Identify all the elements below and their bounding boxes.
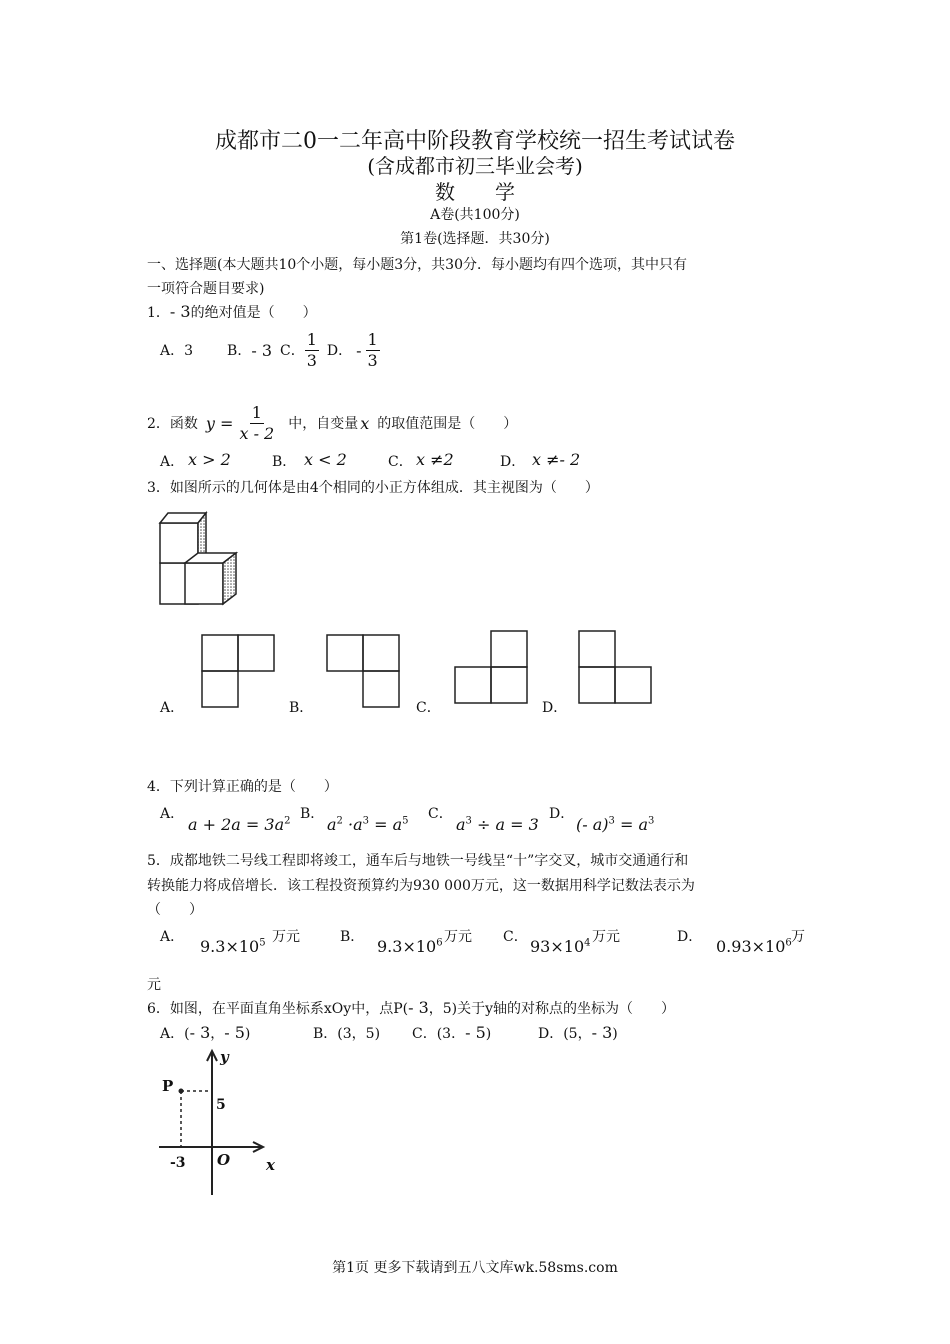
q4-d-t2: = a (614, 815, 649, 834)
q2-option-d-label: D． (500, 454, 526, 470)
q5-a-base: 9.3×10 (200, 937, 260, 956)
q2-number: 2．函数 (147, 416, 198, 432)
exam-subtitle: (含成都市初三毕业会考) (367, 154, 583, 178)
q4-b-t1: a (327, 815, 337, 834)
q6-a-v1: - 3 (189, 1023, 211, 1042)
q3-option-d-figure (577, 629, 653, 705)
q5-option-b-label: B． (340, 929, 365, 945)
subject-title: 数 学 (435, 180, 515, 204)
q4-option-a-expr (188, 815, 291, 834)
q4-c-t2: ÷ a = 3 (471, 815, 539, 834)
q4-d-t1: (- a) (576, 815, 609, 834)
q5-option-d-value (716, 937, 792, 956)
q6-d-2: ) (612, 1026, 618, 1042)
q2-denominator: x - 2 (239, 423, 275, 443)
q1-text: 的绝对值是（ ） (190, 305, 317, 321)
q1-option-a: A．3 (160, 343, 194, 359)
q6-c-v: - 5 (465, 1023, 486, 1042)
q5-a-exp: 5 (259, 937, 266, 949)
q3-option-d-label: D． (542, 700, 568, 716)
q6-c-2: ) (485, 1026, 492, 1042)
q3-option-c-label: C． (416, 700, 441, 716)
paper-a-heading: A卷(共100分) (430, 207, 520, 223)
q5-line3: （ ） (147, 902, 203, 918)
q1-option-c-label: C． (280, 343, 305, 359)
q5-option-a-value (200, 937, 266, 956)
q4-b-t2: ·a (342, 815, 363, 834)
q1-c-denominator: 3 (306, 350, 317, 370)
q1-options (160, 326, 380, 374)
q4-c-e1: 3 (465, 815, 472, 827)
q2-end: 的取值范围是（ ） (377, 416, 518, 432)
q5-option-c-value (530, 937, 591, 956)
q1-stem (147, 302, 317, 322)
q5-option-b-unit: 万元 (444, 929, 472, 945)
q5-option-d-unit-wrap: 元 (147, 977, 161, 993)
q2-mid: 中，自变量 (288, 416, 359, 432)
q2-option-b-value: x < 2 (304, 450, 347, 469)
label-p: P (162, 1077, 174, 1095)
q6-stem (147, 998, 675, 1018)
q5-option-c-label: C． (503, 929, 528, 945)
q4-b-e1: 2 (336, 815, 343, 827)
q2-fraction (237, 403, 276, 444)
q6-a-v2: - 5 (224, 1023, 245, 1042)
coordinate-figure (155, 1045, 285, 1200)
label-x: x (266, 1156, 275, 1174)
q6-a-sep: ， (210, 1026, 225, 1042)
q6-a-2: ) (244, 1026, 251, 1042)
q2-numerator: 1 (251, 402, 262, 422)
q6-d-v: - 3 (591, 1023, 613, 1042)
q4-option-d-expr (576, 815, 654, 834)
q4-stem: 4．下列计算正确的是（ ） (147, 779, 338, 795)
q5-option-c-unit: 万元 (592, 929, 620, 945)
q4-b-e3: 5 (402, 815, 409, 827)
q6-stem-1: 6．如图，在平面直角坐标系xOy中，点P( (147, 1001, 409, 1017)
q3-option-b-label: B． (289, 700, 314, 716)
q1-option-b-label: B． (227, 343, 252, 359)
q5-option-b-value (377, 937, 443, 956)
q4-c-t1: a (456, 815, 466, 834)
q5-line2: 转换能力将成倍增长．该工程投资预算约为930 000万元，这一数据用科学记数法表示为 (147, 878, 695, 894)
q1-option-d-label: D． (326, 343, 353, 359)
q6-stem-2: ，5)关于y轴的对称点的坐标为（ ） (428, 1001, 676, 1017)
q5-b-base: 9.3×10 (377, 937, 437, 956)
q5-option-d-unit: 万 (791, 929, 805, 945)
q3-option-a-label: A． (160, 700, 185, 716)
q2-option-d-value: x ≠- 2 (532, 450, 581, 469)
q2-options (160, 451, 600, 471)
q1-option-b-value: - 3 (251, 340, 272, 360)
q6-a-1: A．( (160, 1026, 190, 1042)
q4-option-b-label: B． (300, 806, 325, 822)
q2-option-c-label: C． (388, 454, 413, 470)
q2-option-a-value: x > 2 (188, 450, 231, 469)
q4-b-t3: = a (369, 815, 403, 834)
q3-stem: 3．如图所示的几何体是由4个相同的小正方体组成．其主视图为（ ） (147, 480, 599, 496)
q5-d-base: 0.93×10 (716, 937, 786, 956)
q4-d-e2: 3 (648, 815, 655, 827)
q4-option-c-expr (456, 815, 539, 834)
q5-option-a-label: A． (160, 929, 185, 945)
q4-option-d-label: D． (549, 806, 575, 822)
q4-option-c-label: C． (428, 806, 453, 822)
q2-option-a-label: A． (160, 454, 185, 470)
q5-c-base: 93×10 (530, 937, 585, 956)
q5-b-exp: 6 (436, 937, 443, 949)
section1-intro-line2: 一项符合题目要求) (147, 281, 265, 297)
q4-option-b-expr (327, 815, 409, 834)
q2-var: x (360, 413, 370, 433)
q5-c-exp: 4 (584, 937, 591, 949)
label-five: 5 (216, 1097, 226, 1113)
q6-c-1: C．(3． (412, 1026, 466, 1042)
q6-d-1: D．(5， (538, 1026, 592, 1042)
q6-option-a (160, 1023, 250, 1043)
q6-option-c (412, 1023, 491, 1043)
label-y: y (220, 1048, 229, 1066)
q1-d-sign: - (356, 340, 362, 360)
q6-stem-val: - 3 (408, 998, 429, 1017)
q2-stem (147, 399, 517, 447)
q1-number: 1． (147, 305, 170, 321)
q5-d-exp: 6 (785, 937, 792, 949)
page-footer: 第1页 更多下载请到五八文库wk.58sms.com (332, 1260, 618, 1276)
q5-option-a-unit: 万元 (272, 929, 300, 945)
part1-heading: 第1卷(选择题．共30分) (400, 231, 550, 247)
section1-intro-line1: 一、选择题(本大题共10个小题，每小题3分，共30分．每小题均有四个选项，其中只有 (147, 257, 687, 273)
label-minus-three: -3 (170, 1155, 186, 1171)
q4-option-a-label: A． (160, 806, 185, 822)
exam-title: 成都市二0一二年高中阶段教育学校统一招生考试试卷 (215, 129, 735, 154)
q2-option-b-label: B． (272, 454, 297, 470)
q2-y-eq: y = (205, 413, 234, 433)
q5-line1: 5．成都地铁二号线工程即将竣工，通车后与地铁一号线呈“十”字交叉，城市交通通行和 (147, 853, 689, 869)
label-origin: O (217, 1151, 231, 1169)
cube-solid-figure (155, 508, 250, 608)
q4-b-e2: 3 (362, 815, 370, 827)
q6-option-b: B．(3，5) (313, 1026, 381, 1042)
point-p (179, 1089, 184, 1094)
q2-option-c-value: x ≠2 (416, 450, 454, 469)
q4-a-text: a + 2a = 3a (188, 815, 285, 834)
q3-option-c-figure (453, 629, 529, 705)
q1-d-denominator: 3 (367, 350, 378, 370)
q1-value: - 3 (169, 302, 191, 321)
q3-option-b-figure (325, 633, 401, 709)
q5-option-d-label: D． (677, 929, 703, 945)
q3-option-a-figure (200, 633, 276, 709)
q1-option-c-fraction (305, 330, 319, 371)
q4-d-e1: 3 (608, 815, 615, 827)
q4-a-exp: 2 (284, 815, 291, 827)
q1-d-numerator: 1 (367, 329, 378, 349)
q6-option-d (538, 1023, 618, 1043)
q1-c-numerator: 1 (306, 329, 317, 349)
q1-option-d-fraction (366, 330, 380, 371)
